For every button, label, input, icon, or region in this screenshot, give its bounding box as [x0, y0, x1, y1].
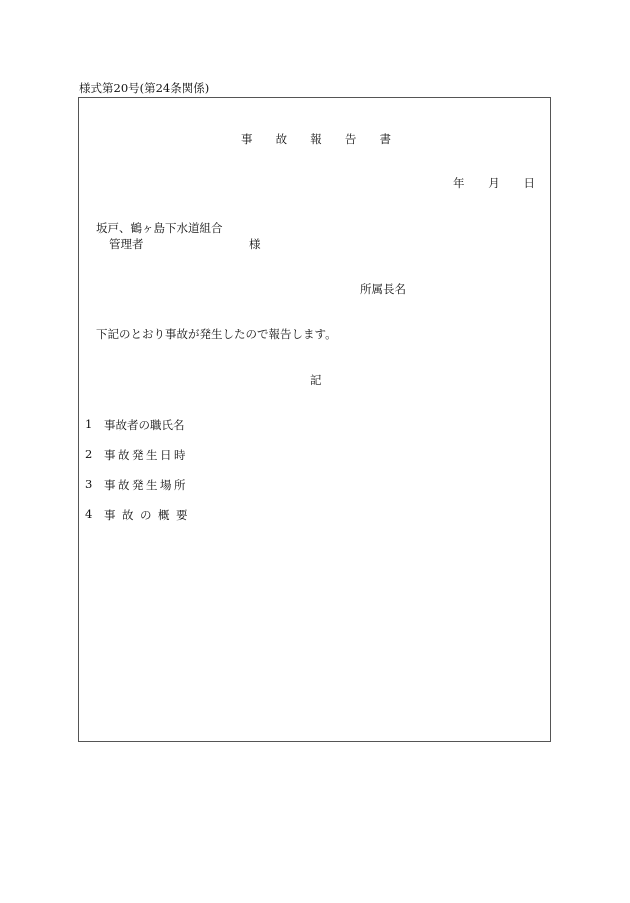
- list-item: [85, 417, 185, 433]
- item-number: 2: [85, 447, 93, 461]
- recipient-role: 管理者: [109, 237, 144, 251]
- recipient-honorific: 様: [249, 237, 261, 251]
- ki-heading: 記: [310, 373, 322, 387]
- list-item: [85, 477, 188, 493]
- report-title: [241, 131, 391, 147]
- year-label: 年: [453, 176, 465, 190]
- title-char: 書: [379, 132, 391, 146]
- item-label: 事故者の職氏名: [104, 418, 185, 432]
- item-number: 4: [85, 507, 93, 521]
- title-char: 事: [241, 132, 253, 146]
- day-label: 日: [523, 176, 535, 190]
- list-item: [85, 447, 188, 463]
- item-number: 3: [85, 477, 93, 491]
- item-label: 事故の概要: [104, 508, 194, 522]
- item-label: 事故発生場所: [104, 478, 188, 492]
- body-text: 下記のとおり事故が発生したので報告します。: [96, 327, 337, 341]
- month-label: 月: [488, 176, 500, 190]
- title-char: 故: [275, 132, 288, 146]
- item-label: 事故発生日時: [104, 448, 188, 462]
- title-char: 報: [310, 132, 322, 146]
- form-number: 様式第20号(第24条関係): [79, 81, 210, 95]
- department-head-label: 所属長名: [360, 282, 406, 296]
- item-number: 1: [85, 417, 93, 431]
- report-frame: [78, 97, 551, 742]
- title-char: 告: [344, 132, 357, 146]
- recipient-org: 坂戸、鶴ヶ島下水道組合: [96, 221, 223, 235]
- date-line: [453, 175, 535, 191]
- list-item: [85, 507, 194, 523]
